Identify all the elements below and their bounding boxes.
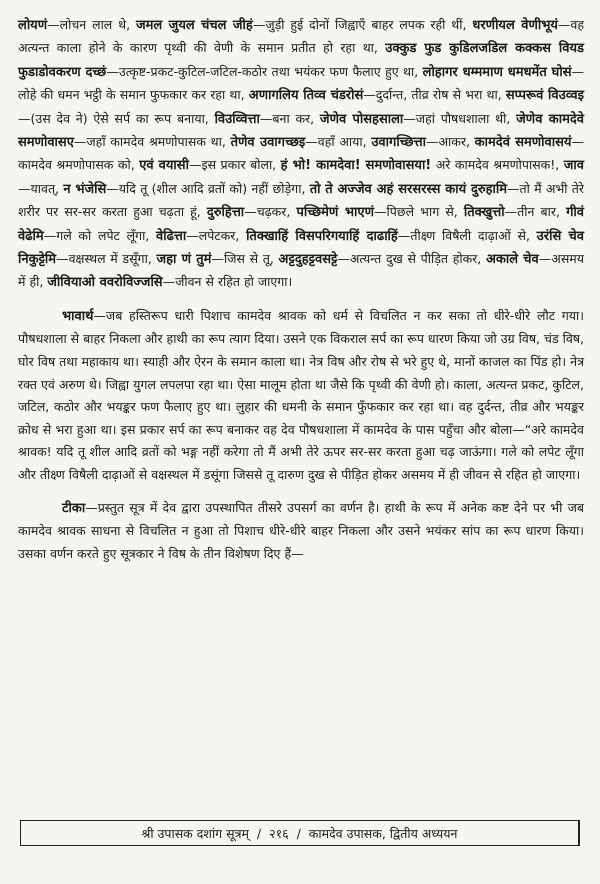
tika-text: —प्रस्तुत सूत्र में देव द्वारा उपस्थापित तीसरे उपसर्ग का वर्णन है। हाथी के रूप में अनेक कष्ट देने पर भी जब कामदेव श्रावक साधना से विचलित न हुआ तो पिशाच धीरे-धीरे बाहर निकला और उसने भयंकर सांप का रूप धारण किया। उसका वर्णन करते हुए सूत्रकार ने विष के तीन विशेषण दिए हैं— [18,499,584,561]
gloss-term: न भंजेसि [63,181,107,197]
tika-label: टीका [62,500,86,516]
gloss-meaning: —जहाँ कामदेव श्रमणोपासक था, [73,134,231,150]
gloss-term: तो ते अज्जेव अहं सरसरस्स कायं दुरुहामि [309,181,508,197]
footer-separator-2: / [296,825,301,841]
bhavarth-paragraph [18,305,584,487]
gloss-meaning: —जीवन से रहित हो जाएगा। [162,274,293,290]
gloss-term: जाव [563,158,584,174]
gloss-meaning: —वहाँ आया, [305,134,372,150]
gloss-meaning: —तीन बार, [504,204,567,220]
footer-chapter: कामदेव उपासक, द्वितीय अध्ययन [308,825,458,841]
gloss-meaning: —गले को लपेट लूँगा, [43,227,157,243]
gloss-term: जहा णं तुमं [156,252,212,268]
gloss-term: धरणीयल वेणीभूयं [472,18,558,33]
gloss-term: लोहागर धम्ममाण धमधमेंत घोसं [422,64,572,80]
gloss-meaning: —लपेटकर, [186,227,247,243]
gloss-meaning: —असमय में ही, [18,251,584,290]
gloss-term: उरंसि चेव निकुट्टेमि [18,228,584,268]
gloss-term: दुरुहित्ता [206,205,245,221]
bhavarth-label: भावार्थ [62,308,94,324]
footer-separator-1: / [256,825,262,841]
gloss-meaning: —तो मैं अभी तेरे शरीर पर सर-सर करता हुआ चढ़ता हूं, [18,180,584,220]
gloss-meaning: —वह अत्यन्त काला होने के कारण पृथ्वी की वेणी के समान प्रतीत हो रहा था, [18,17,584,56]
gloss-meaning: —अत्यन्त दुख से पीड़ित होकर, [337,251,486,267]
gloss-meaning: —यावत्, [18,180,64,196]
gloss-term: एवं वयासी [139,158,189,174]
gloss-term: उवागच्छित्ता [371,135,426,151]
gloss-term: जेणेव पोसहसाला [319,111,404,127]
gloss-meaning: —बना कर, [259,110,320,126]
gloss-meaning: —जुड़ी हुई दोनों जिह्वाएँ बाहर लपक रही थीं, [252,17,473,32]
gloss-meaning: —जिस से तू, [211,251,279,267]
gloss-meaning: —लोचन लाल थे, [47,17,137,32]
gloss-term: लोयणं [18,18,48,33]
gloss-meaning: —(उस देव ने) ऐसे सर्प का रूप बनाया, [18,110,215,126]
gloss-term: जेणेव कामदेवे समणोवासए [18,111,585,151]
gloss-meaning: अरे कामदेव श्रमणोपासक!, [431,157,564,173]
gloss-meaning: —पिछले भाग से, [374,204,464,220]
gloss-term: अट्टदुहट्टवसट्टे [278,252,338,268]
gloss-term: विउव्वित्ता [214,111,260,127]
page-footer [20,820,580,846]
gloss-meaning: —जहां पौषधशाला थी, [403,110,517,126]
gloss-term: तिक्खुत्तो [463,205,505,221]
gloss-term: अणागलिय तिव्व चंडरोसं [248,88,364,104]
gloss-term: वेढित्ता [156,228,187,244]
word-gloss-paragraph [18,14,584,295]
gloss-term: तिक्खाहिं विसपरिगयाहिं दाढाहिं [246,228,398,244]
gloss-term: जमल जुयल चंचल जीहं [136,18,253,33]
footer-book-title: श्री उपासक दशांग सूत्रम् [141,825,249,841]
gloss-meaning: —यदि तू (शील आदि व्रतों को) नहीं छोड़ेगा, [106,180,310,196]
gloss-term: अकाले चेव [485,252,539,268]
gloss-meaning: —वक्षस्थल में डसूँगा, [56,251,157,267]
gloss-term: तेणेव उवागच्छइ [230,135,306,151]
tika-paragraph [18,497,584,566]
gloss-meaning: —आकर, [425,134,475,150]
gloss-term: पच्छिमेणं भाएणं [296,205,375,221]
gloss-meaning: —दुर्दान्त, तीव्र रोष से भरा था, [363,87,506,103]
footer-page-number: २१६ [269,825,289,841]
bhavarth-text: —जब हस्तिरूप धारी पिशाच कामदेव श्रावक को धर्म से विचलित न कर सका तो धीरे-धीरे लौट गया। पौषधशाला से बाहर निकला और हाथी का रूप त्याग दिया। उसने एक विकराल सर्प का रूप धारण किया जो उग्र विष, चंड विष, घोर विष तथा महाकाय था। स्याही और ऐरन के समान काला था। नेत्र विष और रोष से भरे हुए थे, मानों काजल का पिंड हो। नेत्र रक्त एवं अरुण थे। जिह्वा युगल लपलपा रहा था। ऐसा मालूम होता था जैसे कि पृथ्वी की वेणी हो। काला, अत्यन्त प्रकट, कुटिल, जटिल, कठोर और भयङ्कर फण फैलाए हुए था। लुहार की धमनी के समान फुँफकार कर रहा था। वह दुर्दन्त, तीव्र और भयङ्कर क्रोध से भरा हुआ था। इस प्रकार सर्प का रूप बनाकर वह देव पौषधशाला में कामदेव के पास पहुँचा और बोला—“अरे कामदेव श्रावक! यदि तू शील आदि व्रतों को भङ्ग नहीं करेगा तो मैं अभी तेरे ऊपर सर-सर करता हुआ चढ़ जाऊंगा। गले को लपेट लूँगा और तीक्ष्ण विषैली दाढ़ाओं से वक्षस्थल में डसूंगा जिससे तू दारुण दुख से पीड़ित होकर असमय में ही जीवन से रहित हो जाएगा। [18,307,584,483]
gloss-term: हं भो! कामदेवा! समणोवासया! [280,158,432,174]
gloss-meaning: —चढ़कर, [244,204,297,220]
gloss-meaning: —तीक्ष्ण विषैली दाढ़ाओं से, [397,227,537,243]
gloss-meaning: —कामदेव श्रमणोपासक को, [18,134,584,173]
gloss-term: सप्परूवं विउव्वइ [505,88,584,104]
gloss-term: कामदेवं समणोवासयं [474,135,572,151]
gloss-term: जीवियाओ ववरोविज्जसि [47,275,163,291]
gloss-term: उक्कुड फुड कुडिलजडिल कक्कस वियड फुडाडोवकरण दच्छं [18,41,584,80]
gloss-meaning: —उत्कृष्ट-प्रकट-कुटिल-जटिल-कठोर तथा भयंकर फण फैलाए हुए था, [106,63,423,79]
gloss-term: गीवं वेढेमि [18,205,585,244]
gloss-meaning: —इस प्रकार बोला, [188,157,281,173]
gloss-meaning: —लोहे की धमन भट्ठी के समान फुफकार कर रहा था, [18,63,585,103]
